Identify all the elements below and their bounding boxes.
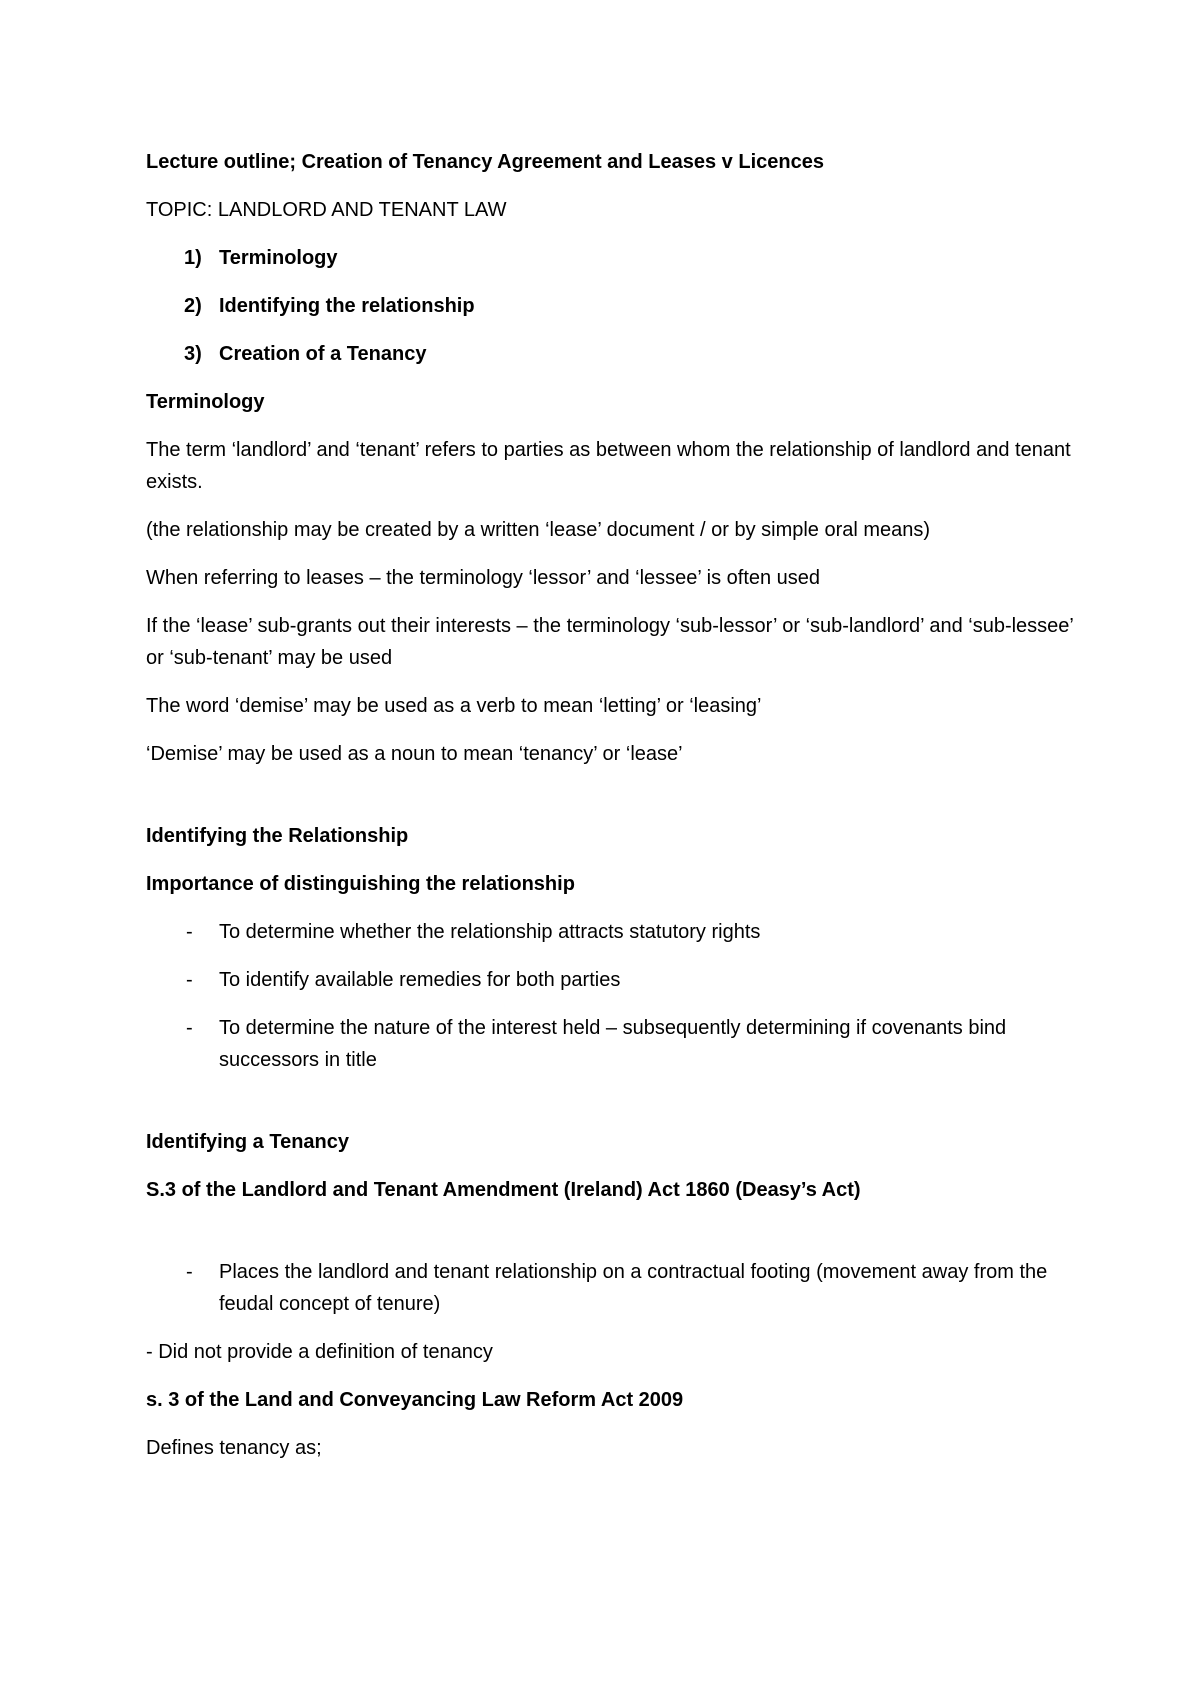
outline-number: 1): [184, 247, 202, 269]
bullet-text: To identify available remedies for both parties: [219, 969, 621, 991]
bullet-item: [146, 964, 1076, 996]
dash-marker: -: [186, 1017, 193, 1039]
spacer: [146, 1222, 1076, 1256]
spacer: [146, 1092, 1076, 1126]
relationship-heading: Identifying the Relationship: [146, 825, 409, 847]
document-title: Lecture outline; Creation of Tenancy Agreement and Leases v Licences: [146, 151, 824, 173]
terminology-paragraph: The word ‘demise’ may be used as a verb to mean ‘letting’ or ‘leasing’: [146, 695, 762, 717]
outline-text: Identifying the relationship: [219, 295, 475, 317]
terminology-paragraph: If the ‘lease’ sub-grants out their interests – the terminology ‘sub-lessor’ or ‘sub-landlord’ and ‘sub-lessee’ or ‘sub-tenant’ may be used: [146, 615, 1074, 669]
outline-number: 3): [184, 343, 202, 365]
outline-item: [146, 290, 1076, 322]
bullet-text: Places the landlord and tenant relationship on a contractual footing (movement away from the feudal concept of tenure): [219, 1261, 1048, 1315]
terminology-paragraph: The term ‘landlord’ and ‘tenant’ refers to parties as between whom the relationship of landlord and tenant exists.: [146, 439, 1071, 493]
outline-item: [146, 242, 1076, 274]
terminology-heading: Terminology: [146, 391, 265, 413]
bullet-text: To determine whether the relationship attracts statutory rights: [219, 921, 761, 943]
outline-text: Terminology: [219, 247, 338, 269]
relationship-bullets: [146, 916, 1076, 1076]
outline-text: Creation of a Tenancy: [219, 343, 427, 365]
dash-marker: -: [186, 1261, 193, 1283]
defines-tenancy-line: Defines tenancy as;: [146, 1437, 322, 1459]
outline-list: [146, 242, 1076, 370]
dash-marker: -: [186, 969, 193, 991]
bullet-text: To determine the nature of the interest held – subsequently determining if covenants bind successors in title: [219, 1017, 1007, 1071]
spacer: [146, 786, 1076, 820]
topic-line: TOPIC: LANDLORD AND TENANT LAW: [146, 199, 507, 221]
bullet-item: [146, 1256, 1076, 1320]
outline-item: [146, 338, 1076, 370]
terminology-paragraph: When referring to leases – the terminology ‘lessor’ and ‘lessee’ is often used: [146, 567, 821, 589]
bullet-item: [146, 1012, 1076, 1076]
act-2009-heading: s. 3 of the Land and Conveyancing Law Reform Act 2009: [146, 1389, 684, 1411]
no-definition-line: - Did not provide a definition of tenancy: [146, 1341, 493, 1363]
bullet-item: [146, 916, 1076, 948]
tenancy-heading: Identifying a Tenancy: [146, 1131, 349, 1153]
dash-marker: -: [186, 921, 193, 943]
deasy-act-heading: S.3 of the Landlord and Tenant Amendment (Ireland) Act 1860 (Deasy’s Act): [146, 1179, 861, 1201]
terminology-paragraph: (the relationship may be created by a written ‘lease’ document / or by simple oral means): [146, 519, 931, 541]
document-page: [146, 146, 1076, 1480]
terminology-paragraph: ‘Demise’ may be used as a noun to mean ‘tenancy’ or ‘lease’: [146, 743, 683, 765]
outline-number: 2): [184, 295, 202, 317]
relationship-subheading: Importance of distinguishing the relationship: [146, 873, 575, 895]
